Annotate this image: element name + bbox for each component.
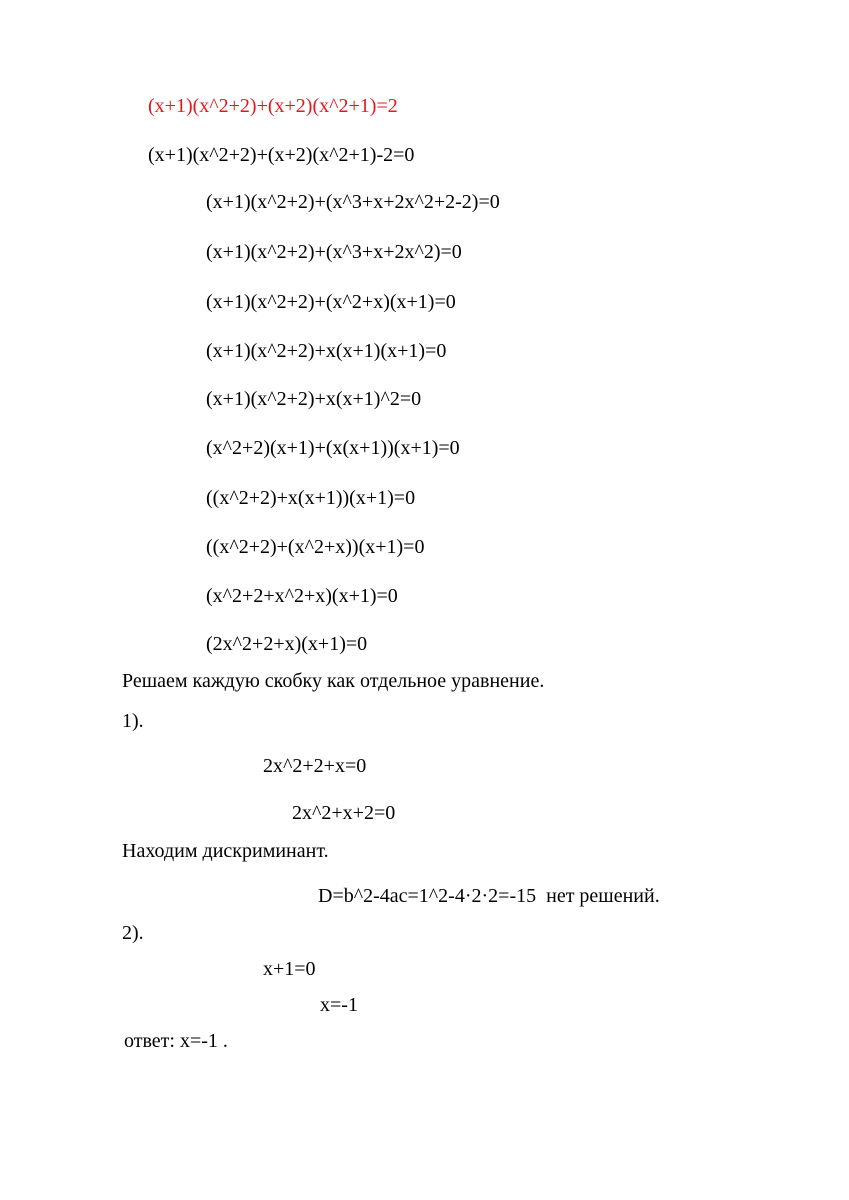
- discriminant-note: нет решений.: [546, 885, 660, 907]
- case1-label: 1).: [122, 710, 144, 732]
- equation-line: ((x^2+2)+(x^2+x))(x+1)=0: [206, 536, 425, 558]
- case1-equation-b: 2x^2+x+2=0: [292, 802, 396, 824]
- discriminant-formula: D=b^2-4ac=1^2-4·2·2=-15: [318, 885, 537, 907]
- equation-line: ((x^2+2)+x(x+1))(x+1)=0: [206, 487, 416, 509]
- equation-line: (x^2+2+x^2+x)(x+1)=0: [206, 585, 398, 607]
- case2-equation-b: x=-1: [320, 994, 358, 1016]
- equation-line: (x^2+2)(x+1)+(x(x+1))(x+1)=0: [206, 437, 460, 459]
- equation-line: (x+1)(x^2+2)+(x+2)(x^2+1)=2: [148, 95, 398, 117]
- equation-line: (x+1)(x^2+2)+(x^2+x)(x+1)=0: [206, 291, 456, 313]
- intro-text: Решаем каждую скобку как отдельное уравнение.: [122, 670, 545, 692]
- discriminant-equation: [318, 884, 660, 908]
- answer-value: x=-1 .: [179, 1030, 228, 1052]
- answer-label: ответ:: [124, 1030, 175, 1052]
- equation-line: (x+1)(x^2+2)+(x^3+x+2x^2)=0: [206, 241, 462, 263]
- discriminant-text: Находим дискриминант.: [122, 840, 329, 862]
- case1-equation-a: 2x^2+2+x=0: [263, 755, 367, 777]
- equation-line: (2x^2+2+x)(x+1)=0: [206, 633, 368, 655]
- case2-equation-a: x+1=0: [263, 958, 316, 980]
- equation-line: (x+1)(x^2+2)+(x+2)(x^2+1)-2=0: [148, 144, 415, 166]
- equation-line: (x+1)(x^2+2)+x(x+1)(x+1)=0: [206, 340, 447, 362]
- equation-line: (x+1)(x^2+2)+(x^3+x+2x^2+2-2)=0: [206, 191, 500, 213]
- equation-line: (x+1)(x^2+2)+x(x+1)^2=0: [206, 388, 422, 410]
- answer-line: [124, 1029, 228, 1053]
- case2-label: 2).: [122, 922, 144, 944]
